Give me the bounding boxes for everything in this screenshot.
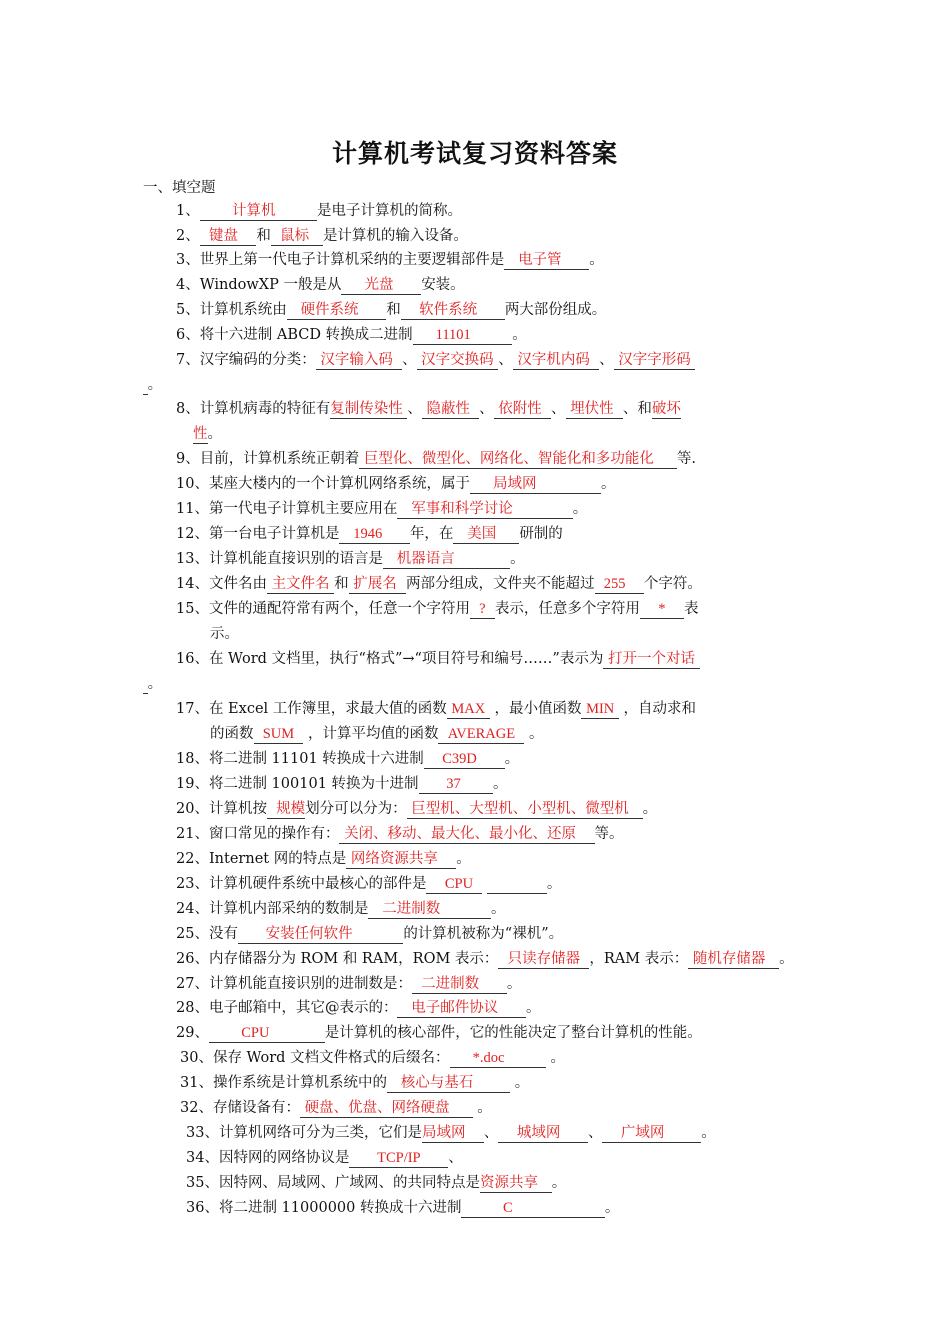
answer-text: 广域网: [620, 1125, 665, 1141]
answer: [595, 576, 644, 594]
question-12: [176, 522, 563, 547]
answer-text: 二进制数: [421, 976, 480, 992]
question-text: ，RAM 表示：: [589, 951, 689, 967]
question-number: 30、: [180, 1050, 213, 1066]
answer: [300, 1100, 473, 1118]
question-text: 。: [551, 1175, 567, 1191]
question-text: ，计算平均值的函数: [307, 726, 439, 742]
question-number: 6、: [176, 327, 200, 343]
answer-text: 计算机: [232, 203, 276, 219]
answer-text: 1946: [353, 526, 383, 542]
answer-text: 安装任何软件: [265, 926, 353, 942]
answer: [494, 401, 551, 419]
answer-text: MIN: [586, 701, 615, 717]
answer: [271, 228, 323, 246]
question-text: 将二进制 100101 转换为十进制: [208, 776, 419, 792]
answer-text: 打开一个对话: [607, 651, 695, 667]
answer-text: 键盘: [208, 228, 238, 244]
question-text: 第一台电子计算机是: [208, 526, 340, 542]
question-5: [176, 298, 606, 323]
question-text: 将二进制 11101 转换成十六进制: [208, 751, 424, 767]
answer-text: 主文件名: [271, 576, 330, 592]
question-36: [186, 1196, 619, 1221]
answer: [330, 401, 407, 419]
question-text: 。: [604, 1200, 620, 1216]
question-number: 14、: [176, 576, 209, 592]
answer: [450, 1050, 546, 1068]
question-text: WindowXP 一般是从: [199, 277, 342, 293]
answer-text: AVERAGE: [447, 726, 516, 742]
answer-text: 核心与基石: [400, 1075, 474, 1091]
question-number: 19、: [176, 776, 209, 792]
answer: [238, 926, 403, 944]
question-24: [176, 897, 505, 922]
question-number: 24、: [176, 901, 209, 917]
answer-text: 汉字机内码: [517, 352, 590, 368]
answer: [267, 801, 305, 819]
question-number: 4、: [176, 277, 200, 293]
answer-text: 只读存储器: [507, 951, 581, 967]
question-31: [180, 1071, 529, 1096]
question-text: 汉字编码的分类：: [199, 352, 316, 368]
answer: [614, 352, 696, 370]
question-text: 将二进制 11000000 转换成十六进制: [218, 1200, 462, 1216]
answer: [480, 1175, 552, 1193]
question-number: 17、: [176, 701, 209, 717]
answer: [640, 601, 684, 619]
question-text: 是电子计算机的简称。: [316, 203, 462, 219]
question-number: 32、: [180, 1100, 213, 1116]
answer-text: 局域网: [493, 476, 537, 492]
question-text: 计算机系统由: [199, 302, 287, 318]
question-text: 计算机能直接识别的语言是: [208, 551, 383, 567]
answer: [383, 551, 510, 569]
answer: [688, 951, 779, 969]
answer-text: C: [502, 1200, 513, 1216]
answer: [407, 801, 643, 819]
answer: [438, 726, 524, 744]
answer: [422, 1125, 484, 1143]
answer: [412, 976, 507, 994]
question-text: 计算机病毒的特征有: [199, 401, 331, 417]
answer: [513, 352, 599, 370]
question-number: 33、: [186, 1125, 219, 1141]
question-text: 。: [512, 327, 527, 343]
question-10: [176, 472, 616, 497]
question-35: [186, 1171, 566, 1196]
question-4: [176, 273, 465, 298]
question-text: 是计算机的输入设备。: [322, 228, 468, 244]
question-text: 没有: [208, 926, 238, 942]
question-number: 27、: [176, 976, 209, 992]
answer-text: 37: [446, 776, 461, 792]
question-8-continuation: [193, 422, 222, 447]
question-26: [176, 947, 794, 972]
question-16: [176, 647, 700, 672]
question-text: 。: [504, 751, 520, 767]
question-text: 内存储器分为 ROM 和 RAM，ROM 表示：: [208, 951, 499, 967]
question-15-continuation: [210, 622, 239, 647]
question-number: 16、: [176, 651, 209, 667]
answer: [419, 776, 493, 794]
question-text: 。: [550, 1050, 565, 1066]
answer: [417, 352, 499, 370]
answer: [387, 1075, 510, 1093]
answer: [341, 277, 421, 295]
question-text: 窗口常见的操作有：: [208, 826, 340, 842]
answer: [652, 401, 681, 419]
question-25: [176, 922, 563, 947]
answer: [470, 476, 601, 494]
question-14: [176, 572, 702, 597]
answer: [368, 901, 491, 919]
question-7-continuation: [143, 373, 162, 398]
question-text: 。: [528, 726, 544, 742]
answer-text: C39D: [442, 751, 477, 767]
question-3: [176, 248, 604, 273]
answer-text: 关闭、移动、最大化、最小化、还原: [344, 826, 577, 842]
question-7: [176, 348, 695, 373]
answer-text: 破坏: [651, 401, 681, 417]
question-28: [176, 996, 540, 1021]
answer-text: 扩展名: [353, 576, 397, 592]
answer-text: 硬件系统: [300, 302, 359, 318]
question-number: 3、: [176, 252, 200, 268]
answer: [349, 576, 406, 594]
question-text: 等。: [594, 826, 624, 842]
question-text: 。: [701, 1125, 716, 1141]
question-text: 表: [683, 601, 699, 617]
question-text: ，最小值函数: [494, 701, 582, 717]
answer-text: 资源共享: [479, 1175, 538, 1191]
question-text: 。: [477, 1100, 492, 1116]
question-text: 的计算机被称为“裸机”。: [403, 926, 564, 942]
question-text: 。: [490, 901, 506, 917]
answer: [413, 327, 513, 345]
question-text: 在 Word 文档里，执行“格式”→“项目符号和编号……”表示为: [208, 651, 604, 667]
answer: [397, 1000, 525, 1018]
answer: [287, 302, 386, 320]
question-text: 两部分组成，文件夹不能超过: [406, 576, 595, 592]
answer-text: 巨型机、大型机、小型机、微型机: [411, 801, 629, 817]
question-text: 第一代电子计算机主要应用在: [208, 501, 398, 517]
question-text: 的函数: [210, 726, 254, 742]
question-text: 划分可以分为：: [305, 801, 407, 817]
question-text: 计算机能直接识别的进制数是：: [208, 976, 412, 992]
question-text: 文件名由: [208, 576, 267, 592]
question-20: [176, 797, 657, 822]
question-19: [176, 772, 507, 797]
question-text: 。: [589, 252, 604, 268]
question-text: 操作系统是计算机系统中的: [212, 1075, 387, 1091]
question-text: 两大部份组成。: [504, 302, 607, 318]
answer-text: 性: [193, 426, 208, 442]
question-text: 、: [587, 1125, 603, 1141]
question-text: 计算机网络可分为三类，它们是: [218, 1125, 422, 1141]
answer-text: 复制传染性: [330, 401, 403, 417]
question-text: 目前，计算机系统正朝着: [199, 451, 360, 467]
answer: [498, 1125, 588, 1143]
answer-text: 硬盘、优盘、网络硬盘: [304, 1100, 450, 1116]
question-text: 表示，任意多个字符用: [494, 601, 640, 617]
question-number: 8、: [176, 401, 200, 417]
question-34: [186, 1146, 463, 1171]
question-text: 计算机按: [208, 801, 267, 817]
question-number: 31、: [180, 1075, 213, 1091]
answer: [401, 302, 505, 320]
question-text: 、: [448, 1150, 463, 1166]
question-number: 7、: [176, 352, 200, 368]
answer: [422, 401, 479, 419]
answer-text: 汉字输入码: [320, 352, 393, 368]
question-16-continuation: [143, 672, 162, 697]
question-text: 示。: [210, 626, 239, 642]
question-9: [176, 447, 696, 472]
question-text: 世界上第一代电子计算机采纳的主要逻辑部件是: [199, 252, 505, 268]
question-11: [176, 497, 587, 522]
answer-text: 机器语言: [396, 551, 455, 567]
question-number: 10、: [176, 476, 209, 492]
question-text: 研制的: [519, 526, 563, 542]
question-text: Internet 网的特点是: [208, 851, 347, 867]
answer: [603, 651, 699, 669]
answer-text: 二进制数: [382, 901, 441, 917]
question-text: 存储设备有：: [212, 1100, 300, 1116]
answer-text: *.doc: [472, 1050, 505, 1066]
question-number: 21、: [176, 826, 209, 842]
question-17-continuation: [210, 722, 543, 747]
answer-text: SUM: [262, 726, 295, 742]
answer: [316, 352, 402, 370]
question-21: [176, 822, 624, 847]
answer-text: 汉字字形码: [618, 352, 691, 368]
answer: [200, 203, 317, 221]
answer: [193, 426, 208, 444]
question-text: 。: [147, 377, 163, 393]
question-text: 电子邮箱中，其它@表示的：: [208, 1000, 398, 1016]
question-number: 5、: [176, 302, 200, 318]
answer: [349, 1150, 448, 1168]
question-text: 因特网、局域网、广域网、的共同特点是: [218, 1175, 480, 1191]
question-6: [176, 323, 527, 348]
question-number: 34、: [186, 1150, 219, 1166]
answer-text: 255: [603, 576, 626, 592]
question-text: 计算机内部采纳的数制是: [208, 901, 369, 917]
answer-text: 军事和科学讨论: [411, 501, 513, 517]
answer: [339, 826, 594, 844]
question-text: 。: [514, 1075, 530, 1091]
answer: [426, 876, 482, 894]
question-number: 18、: [176, 751, 209, 767]
question-text: 。: [546, 876, 562, 892]
answer: [267, 576, 334, 594]
answer-text: 软件系统: [419, 302, 478, 318]
question-number: 26、: [176, 951, 209, 967]
answer-text: 电子邮件协议: [411, 1000, 499, 1016]
answer-text: 11101: [435, 327, 471, 343]
question-text: 。: [147, 676, 163, 692]
question-8: [176, 397, 681, 422]
question-text: 、: [599, 352, 614, 368]
question-text: 、: [498, 352, 513, 368]
question-text: 、: [402, 352, 417, 368]
question-text: 将十六进制 ABCD 转换成二进制: [199, 327, 413, 343]
question-text: 、和: [622, 401, 652, 417]
answer: [209, 1025, 325, 1043]
answer: [339, 526, 409, 544]
answer-text: MAX: [451, 701, 486, 717]
answer-text: 随机存储器: [692, 951, 766, 967]
answer-text: 巨型化、微型化、网络化、智能化和多功能化: [363, 451, 654, 467]
question-text: 保存 Word 文档文件格式的后缀名：: [212, 1050, 450, 1066]
answer: [447, 701, 490, 719]
question-18: [176, 747, 519, 772]
answer: [470, 601, 495, 619]
question-text: 安装。: [421, 277, 465, 293]
question-number: 36、: [186, 1200, 219, 1216]
answer-text: ?: [479, 601, 486, 617]
answer: [397, 501, 572, 519]
question-text: 和: [386, 302, 401, 318]
question-number: 25、: [176, 926, 209, 942]
question-text: 因特网的网络协议是: [218, 1150, 350, 1166]
question-text: 、: [483, 1125, 499, 1141]
question-text: 文件的通配符常有两个，任意一个字符用: [208, 601, 470, 617]
question-text: 。: [601, 476, 616, 492]
question-number: 15、: [176, 601, 209, 617]
question-text: 是计算机的核心部件，它的性能决定了整台计算机的性能。: [324, 1025, 702, 1041]
answer-text: TCP/IP: [377, 1150, 421, 1166]
question-17: [176, 697, 696, 722]
question-text: 和: [334, 576, 349, 592]
question-text: 、: [407, 401, 422, 417]
question-text: 个字符。: [643, 576, 702, 592]
answer-text: 城域网: [516, 1125, 561, 1141]
answer-text: 汉字交换码: [421, 352, 494, 368]
question-text: 某座大楼内的一个计算机网络系统，属于: [208, 476, 470, 492]
answer-text: 电子管: [518, 252, 562, 268]
question-29: [176, 1021, 702, 1046]
question-2: [176, 224, 468, 249]
question-33: [186, 1121, 716, 1146]
question-number: 23、: [176, 876, 209, 892]
question-text: 、: [479, 401, 494, 417]
question-text: 。: [779, 951, 794, 967]
answer: [602, 1125, 701, 1143]
answer: [453, 526, 519, 544]
question-text: 年，在: [409, 526, 454, 542]
answer-text: 隐蔽性: [426, 401, 470, 417]
question-number: 11、: [176, 501, 209, 517]
question-text: 。: [456, 851, 471, 867]
question-text: 等.: [676, 451, 696, 467]
answer: [461, 1200, 604, 1218]
answer-text: 网络资源共享: [350, 851, 438, 867]
question-number: 12、: [176, 526, 209, 542]
question-number: 2、: [176, 228, 200, 244]
question-32: [180, 1096, 492, 1121]
answer-text: 规模: [276, 801, 306, 817]
answer-text: *: [658, 601, 666, 617]
answer: [581, 701, 618, 719]
answer-text: 鼠标: [280, 228, 310, 244]
question-number: 1、: [176, 203, 200, 219]
question-number: 35、: [186, 1175, 219, 1191]
answer: [498, 951, 589, 969]
answer-text: 埋伏性: [570, 401, 614, 417]
question-number: 9、: [176, 451, 200, 467]
question-text: 。: [510, 551, 525, 567]
question-text: 。: [506, 976, 522, 992]
page-title: 计算机考试复习资料答案: [331, 139, 618, 168]
question-number: 22、: [176, 851, 209, 867]
question-text: 和: [256, 228, 271, 244]
answer-text: 局域网: [421, 1125, 466, 1141]
question-text: 。: [525, 1000, 541, 1016]
answer: [487, 876, 547, 894]
answer-text: CPU: [241, 1025, 270, 1041]
question-text: 。: [572, 501, 588, 517]
question-13: [176, 547, 525, 572]
question-number: 28、: [176, 1000, 209, 1016]
question-text: 在 Excel 工作簿里，求最大值的函数: [208, 701, 447, 717]
section-heading: 一、填空题: [143, 180, 216, 196]
question-text: 。: [642, 801, 658, 817]
question-27: [176, 972, 521, 997]
question-23: [176, 872, 561, 897]
question-text: ，自动求和: [623, 701, 696, 717]
question-15: [176, 597, 698, 622]
question-22: [176, 847, 471, 872]
question-30: [180, 1046, 565, 1071]
question-text: 计算机硬件系统中最核心的部件是: [208, 876, 427, 892]
question-number: 29、: [176, 1025, 209, 1041]
question-text: 、: [551, 401, 566, 417]
answer: [254, 726, 304, 744]
question-number: 20、: [176, 801, 209, 817]
answer: [424, 751, 505, 769]
question-number: 13、: [176, 551, 209, 567]
answer: [359, 451, 677, 469]
answer-text: CPU: [444, 876, 474, 892]
answer: [566, 401, 623, 419]
answer-text: 美国: [467, 526, 497, 542]
question-text: 。: [207, 426, 222, 442]
answer-text: 依附性: [498, 401, 542, 417]
answer-text: 光盘: [364, 277, 394, 293]
question-1: [176, 199, 462, 224]
answer: [504, 252, 589, 270]
answer: [200, 228, 257, 246]
answer: [346, 851, 456, 869]
question-text: 。: [492, 776, 508, 792]
